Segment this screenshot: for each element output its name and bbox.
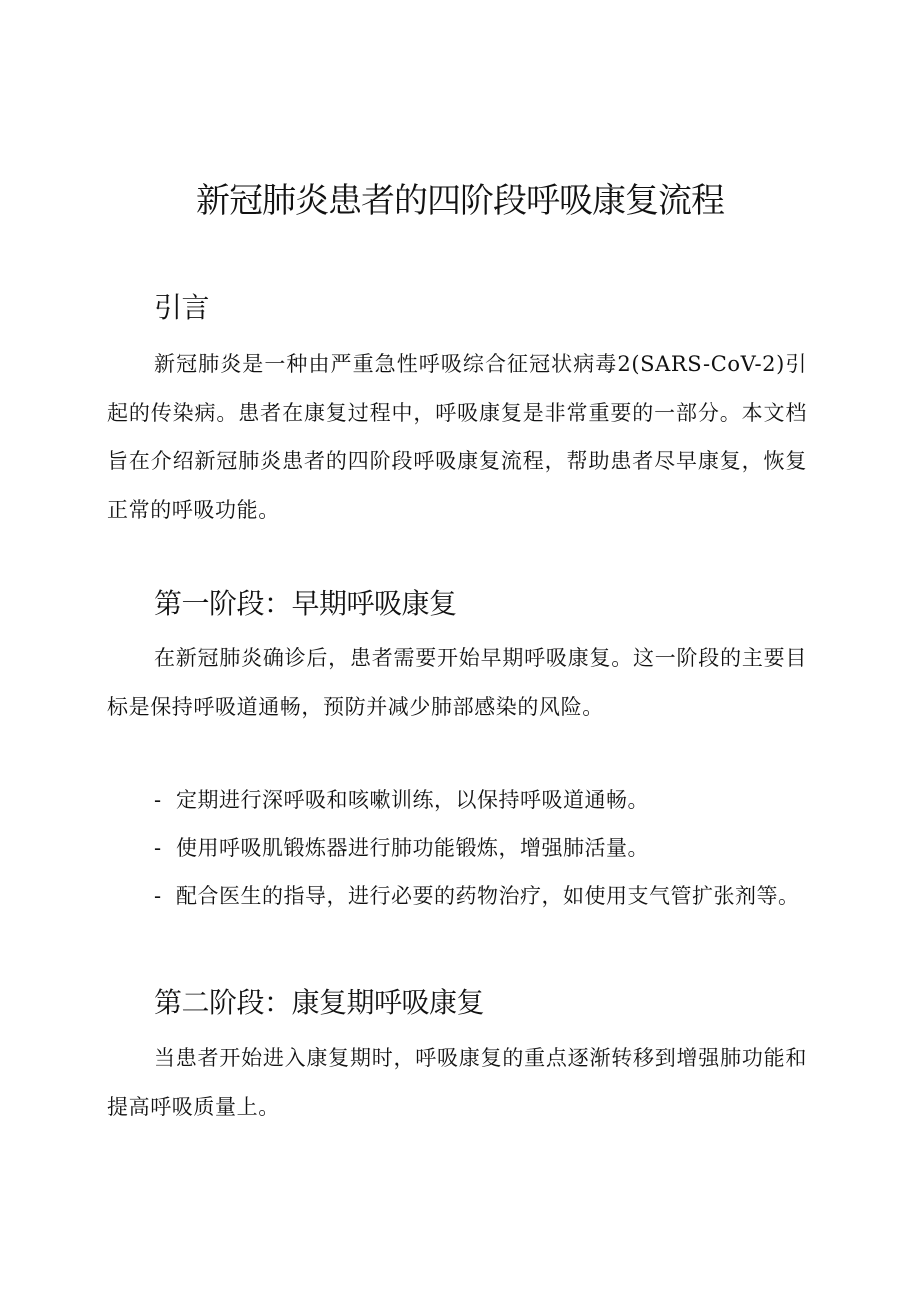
list-item [154, 836, 800, 860]
section-heading-stage-two: 第二阶段：康复期呼吸康复 [154, 986, 485, 1019]
list-item [154, 884, 800, 908]
list-item [154, 788, 800, 812]
section-heading-introduction: 引言 [154, 291, 210, 324]
section-heading-stage-one: 第一阶段：早期呼吸康复 [154, 587, 457, 620]
stage-one-measures-list [154, 788, 800, 932]
list-marker: - [154, 788, 162, 812]
introduction-paragraph: 新冠肺炎是一种由严重急性呼吸综合征冠状病毒2(SARS-CoV-2)引起的传染病。患者在康复过程中，呼吸康复是非常重要的一部分。本文档旨在介绍新冠肺炎患者的四阶段呼吸康复流程，帮助患者尽早康复，恢复正常的呼吸功能。 [107, 352, 807, 522]
list-marker: - [154, 836, 162, 860]
list-item-text: 配合医生的指导，进行必要的药物治疗，如使用支气管扩张剂等。 [176, 884, 800, 908]
stage-one-paragraph: 在新冠肺炎确诊后，患者需要开始早期呼吸康复。这一阶段的主要目标是保持呼吸道通畅，预防并减少肺部感染的风险。 [107, 646, 807, 719]
stage-two-paragraph: 当患者开始进入康复期时，呼吸康复的重点逐渐转移到增强肺功能和提高呼吸质量上。 [107, 1046, 807, 1119]
document-title: 新冠肺炎患者的四阶段呼吸康复流程 [196, 181, 724, 221]
list-marker: - [154, 884, 162, 908]
list-item-text: 使用呼吸肌锻炼器进行肺功能锻炼，增强肺活量。 [176, 836, 649, 860]
list-item-text: 定期进行深呼吸和咳嗽训练，以保持呼吸道通畅。 [176, 788, 649, 812]
